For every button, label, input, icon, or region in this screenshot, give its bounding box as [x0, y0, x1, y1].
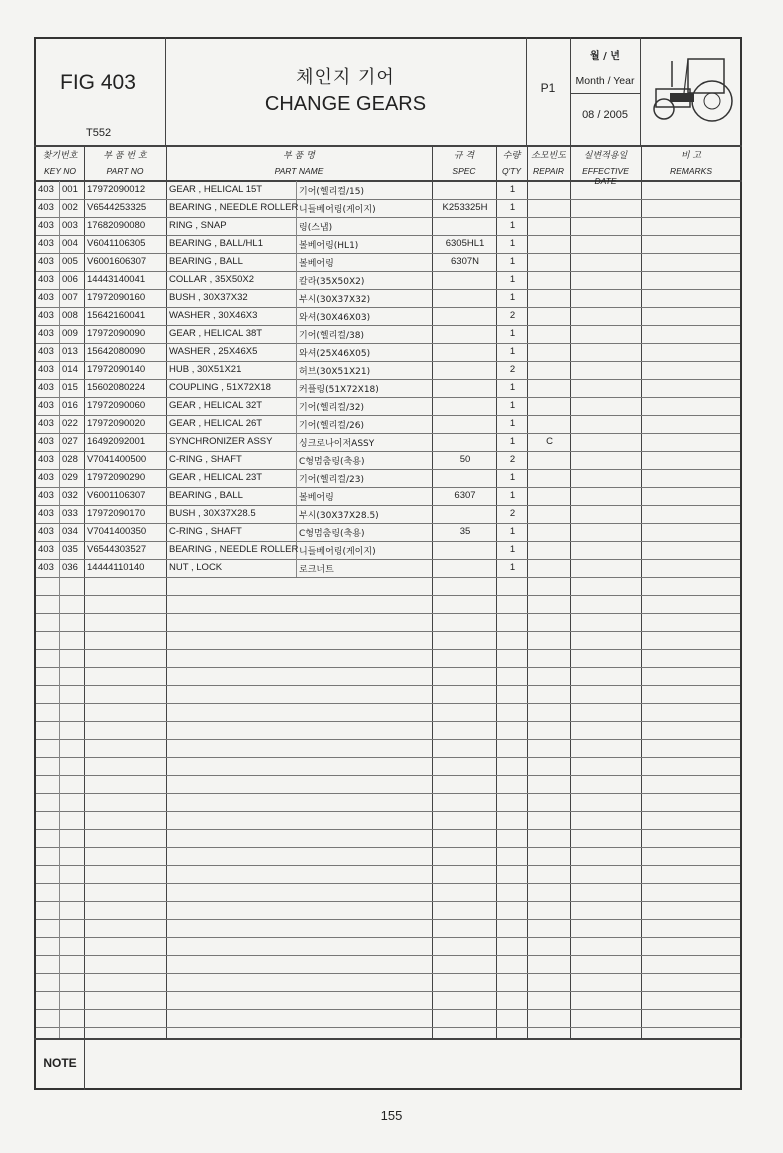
- row-part-no: 15642080090: [87, 346, 146, 357]
- table-row: [36, 451, 740, 469]
- row-part-no: 17972090012: [87, 184, 146, 195]
- row-divider: [36, 577, 740, 578]
- row-name-kr: 볼베어링(HL1): [299, 241, 359, 251]
- row-name-kr: 커플링(51X72X18): [299, 385, 379, 395]
- row-spec: K253325H: [442, 202, 488, 213]
- row-qty: 1: [509, 436, 516, 447]
- row-key: 033: [62, 508, 78, 519]
- row-name-kr: 칼라(35X50X2): [299, 277, 365, 287]
- col-effective-kr: 실변적용일: [583, 151, 628, 161]
- table-row: [36, 271, 740, 289]
- row-name-en: COUPLING , 51X72X18: [169, 382, 271, 393]
- row-fig: 403: [38, 562, 54, 573]
- row-key: 013: [62, 346, 78, 357]
- col-key: KEY NO: [44, 166, 76, 176]
- row-qty: 1: [509, 490, 516, 501]
- row-divider: [36, 667, 740, 668]
- table-row: [36, 415, 740, 433]
- row-key: 014: [62, 364, 78, 375]
- model-code: T552: [86, 127, 112, 139]
- row-part-no: 15602080224: [87, 382, 146, 393]
- row-fig: 403: [38, 292, 54, 303]
- row-part-no: V6041106305: [87, 238, 146, 249]
- col-spec: SPEC: [452, 166, 476, 176]
- row-divider: [36, 757, 740, 758]
- table-row: [36, 343, 740, 361]
- row-name-en: C-RING , SHAFT: [169, 454, 242, 465]
- row-name-kr: 로크너트: [299, 565, 334, 575]
- row-divider: [36, 901, 740, 902]
- row-name-kr: 와셔(30X46X03): [299, 313, 371, 323]
- row-divider: [36, 685, 740, 686]
- col-key-kr: 찾기번호: [42, 151, 78, 161]
- month-year-label: Month / Year: [575, 75, 635, 87]
- row-key: 029: [62, 472, 78, 483]
- row-part-no: 15642160041: [87, 310, 146, 321]
- row-key: 002: [62, 202, 78, 213]
- row-qty: 1: [509, 418, 516, 429]
- row-part-no: 17972090170: [87, 508, 146, 519]
- row-fig: 403: [38, 274, 54, 285]
- row-name-kr: 링(스냅): [299, 223, 333, 233]
- row-qty: 1: [509, 184, 516, 195]
- col-remarks-kr: 비 고: [680, 151, 702, 161]
- row-part-no: 14444110140: [87, 562, 145, 573]
- table-row: [36, 469, 740, 487]
- row-fig: 403: [38, 184, 54, 195]
- row-qty: 1: [509, 526, 516, 537]
- row-qty: 1: [509, 382, 516, 393]
- row-qty: 1: [509, 346, 516, 357]
- row-name-kr: 볼베어링: [299, 259, 334, 269]
- row-qty: 1: [509, 562, 516, 573]
- title-english: CHANGE GEARS: [264, 93, 427, 115]
- row-key: 006: [62, 274, 78, 285]
- col-qty: Q'TY: [501, 166, 522, 176]
- row-qty: 1: [509, 544, 516, 555]
- row-divider: [36, 739, 740, 740]
- row-name-kr: 볼베어링: [299, 493, 334, 503]
- row-fig: 403: [38, 400, 54, 411]
- row-name-kr: 니들베어링(게이지): [299, 547, 376, 557]
- row-fig: 403: [38, 328, 54, 339]
- row-key: 032: [62, 490, 78, 501]
- row-name-en: GEAR , HELICAL 26T: [169, 418, 263, 429]
- page-code: P1: [540, 81, 556, 95]
- row-key: 028: [62, 454, 78, 465]
- row-name-kr: 기어(헬리컬/15): [299, 187, 364, 197]
- row-qty: 1: [509, 274, 516, 285]
- row-repair: C: [546, 436, 553, 447]
- row-name-en: GEAR , HELICAL 38T: [169, 328, 263, 339]
- row-name-kr: C형멈춤링(축용): [299, 457, 365, 467]
- col-repair-kr: 소모빈도: [531, 151, 566, 161]
- row-fig: 403: [38, 418, 54, 429]
- row-name-kr: C형멈춤링(축용): [299, 529, 365, 539]
- row-part-no: V7041400350: [87, 526, 147, 537]
- row-name-kr: 허브(30X51X21): [299, 367, 371, 377]
- page-number: 155: [380, 1108, 403, 1123]
- row-divider: [36, 793, 740, 794]
- row-qty: 1: [509, 292, 516, 303]
- row-divider: [36, 847, 740, 848]
- row-part-no: V6001106307: [87, 490, 146, 501]
- row-name-en: WASHER , 30X46X3: [169, 310, 258, 321]
- row-name-en: BEARING , BALL: [169, 256, 243, 267]
- note-label: NOTE: [43, 1056, 77, 1070]
- row-divider: [36, 811, 740, 812]
- row-part-no: V7041400500: [87, 454, 147, 465]
- row-key: 007: [62, 292, 78, 303]
- row-fig: 403: [38, 382, 54, 393]
- table-row: [36, 325, 740, 343]
- row-divider: [36, 775, 740, 776]
- row-key: 015: [62, 382, 78, 393]
- row-key: 036: [62, 562, 78, 573]
- row-name-en: BEARING , NEEDLE ROLLER: [169, 544, 299, 555]
- row-part-no: 17972090020: [87, 418, 146, 429]
- row-part-no: 14443140041: [87, 274, 146, 285]
- row-name-en: RING , SNAP: [169, 220, 227, 231]
- row-name-en: COLLAR , 35X50X2: [169, 274, 255, 285]
- row-name-en: GEAR , HELICAL 23T: [169, 472, 263, 483]
- row-qty: 1: [509, 328, 516, 339]
- row-name-en: BUSH , 30X37X32: [169, 292, 248, 303]
- row-fig: 403: [38, 256, 54, 267]
- table-row: [36, 199, 740, 217]
- row-qty: 1: [509, 220, 516, 231]
- row-fig: 403: [38, 472, 54, 483]
- row-key: 034: [62, 526, 78, 537]
- row-spec: 50: [459, 454, 471, 465]
- row-key: 005: [62, 256, 78, 267]
- row-name-en: HUB , 30X51X21: [169, 364, 242, 375]
- row-key: 035: [62, 544, 78, 555]
- row-divider: [36, 865, 740, 866]
- table-row: [36, 433, 740, 451]
- row-part-no: V6544253325: [87, 202, 147, 213]
- table-row: [36, 559, 740, 577]
- row-divider: [36, 595, 740, 596]
- row-divider: [36, 973, 740, 974]
- row-name-kr: 기어(헬리컬/23): [299, 475, 364, 485]
- table-row: [36, 523, 740, 541]
- month-year-korean: 월 / 년: [590, 51, 620, 62]
- table-row: [36, 307, 740, 325]
- row-key: 022: [62, 418, 78, 429]
- row-key: 008: [62, 310, 78, 321]
- row-key: 004: [62, 238, 78, 249]
- col-part-name: PART NAME: [274, 166, 324, 176]
- row-name-en: BEARING , BALL/HL1: [169, 238, 263, 249]
- row-name-kr: 부시(30X37X32): [299, 295, 371, 305]
- row-part-no: 16492092001: [87, 436, 146, 447]
- row-divider: [36, 937, 740, 938]
- row-divider: [36, 955, 740, 956]
- row-part-no: 17972090160: [87, 292, 146, 303]
- header: [34, 37, 742, 145]
- row-qty: 1: [509, 472, 516, 483]
- row-part-no: V6001606307: [87, 256, 147, 267]
- row-name-en: WASHER , 25X46X5: [169, 346, 258, 357]
- table-row: [36, 505, 740, 523]
- row-fig: 403: [38, 202, 54, 213]
- row-part-no: 17682090080: [87, 220, 146, 231]
- row-qty: 1: [509, 400, 516, 411]
- row-name-kr: 부시(30X37X28.5): [299, 511, 379, 521]
- row-name-en: C-RING , SHAFT: [169, 526, 242, 537]
- row-name-en: SYNCHRONIZER ASSY: [169, 436, 273, 447]
- row-part-no: V6544303527: [87, 544, 147, 555]
- table-row: [36, 289, 740, 307]
- row-qty: 2: [509, 310, 516, 321]
- table-row: [36, 253, 740, 271]
- table-row: [36, 217, 740, 235]
- row-fig: 403: [38, 526, 54, 537]
- table-row: [36, 361, 740, 379]
- row-qty: 1: [509, 238, 516, 249]
- row-fig: 403: [38, 220, 54, 231]
- row-fig: 403: [38, 544, 54, 555]
- row-name-en: BUSH , 30X37X28.5: [169, 508, 256, 519]
- row-divider: [36, 1027, 740, 1028]
- row-name-en: GEAR , HELICAL 32T: [169, 400, 263, 411]
- row-divider: [36, 991, 740, 992]
- row-qty: 2: [509, 364, 516, 375]
- row-key: 003: [62, 220, 78, 231]
- row-divider: [36, 631, 740, 632]
- row-key: 009: [62, 328, 78, 339]
- row-name-en: BEARING , NEEDLE ROLLER: [169, 202, 299, 213]
- table-row: [36, 235, 740, 253]
- row-part-no: 17972090090: [87, 328, 146, 339]
- table-row: [36, 541, 740, 559]
- row-divider: [36, 703, 740, 704]
- row-fig: 403: [38, 346, 54, 357]
- row-fig: 403: [38, 508, 54, 519]
- row-divider: [36, 883, 740, 884]
- row-key: 016: [62, 400, 78, 411]
- col-qty-kr: 수량: [502, 151, 521, 161]
- row-spec: 6307N: [451, 256, 479, 267]
- row-divider: [36, 613, 740, 614]
- row-fig: 403: [38, 238, 54, 249]
- col-repair: REPAIR: [532, 166, 565, 176]
- col-part-no: PART NO: [106, 166, 144, 176]
- row-part-no: 17972090140: [87, 364, 146, 375]
- row-name-en: GEAR , HELICAL 15T: [169, 184, 263, 195]
- row-fig: 403: [38, 364, 54, 375]
- row-divider: [36, 649, 740, 650]
- row-fig: 403: [38, 310, 54, 321]
- title-korean: 체인지 기어: [296, 67, 395, 88]
- row-divider: [36, 919, 740, 920]
- row-name-kr: 기어(헬리컬/26): [299, 421, 364, 431]
- col-part-no-kr: 부 품 번 호: [103, 151, 147, 161]
- col-part-name-kr: 부 품 명: [283, 151, 315, 161]
- row-divider: [36, 829, 740, 830]
- tractor-icon: [646, 49, 736, 129]
- row-part-no: 17972090290: [87, 472, 146, 483]
- table-row: [36, 181, 740, 199]
- row-qty: 2: [509, 454, 516, 465]
- row-name-kr: 니들베어링(게이지): [299, 205, 376, 215]
- col-remarks: REMARKS: [669, 166, 713, 176]
- row-name-en: NUT , LOCK: [169, 562, 223, 573]
- col-spec-kr: 규 격: [453, 151, 475, 161]
- row-name-en: BEARING , BALL: [169, 490, 243, 501]
- row-divider: [36, 721, 740, 722]
- row-spec: 35: [459, 526, 471, 537]
- col-effective: EFFECTIVE DATE: [582, 166, 629, 186]
- table-row: [36, 379, 740, 397]
- row-name-kr: 기어(헬리컬/32): [299, 403, 364, 413]
- row-key: 027: [62, 436, 78, 447]
- row-divider: [36, 1009, 740, 1010]
- row-name-kr: 싱크로나이저ASSY: [299, 439, 375, 449]
- row-name-kr: 와셔(25X46X05): [299, 349, 371, 359]
- table-row: [36, 397, 740, 415]
- row-qty: 1: [509, 256, 516, 267]
- row-qty: 2: [509, 508, 516, 519]
- row-key: 001: [62, 184, 78, 195]
- row-part-no: 17972090060: [87, 400, 146, 411]
- row-spec: 6305HL1: [445, 238, 485, 249]
- row-fig: 403: [38, 454, 54, 465]
- date-value: 08 / 2005: [582, 109, 628, 121]
- row-name-kr: 기어(헬리컬/38): [299, 331, 364, 341]
- row-qty: 1: [509, 202, 516, 213]
- table-row: [36, 487, 740, 505]
- row-fig: 403: [38, 490, 54, 501]
- row-spec: 6307: [454, 490, 476, 501]
- fig-number: FIG 403: [60, 71, 136, 94]
- row-fig: 403: [38, 436, 54, 447]
